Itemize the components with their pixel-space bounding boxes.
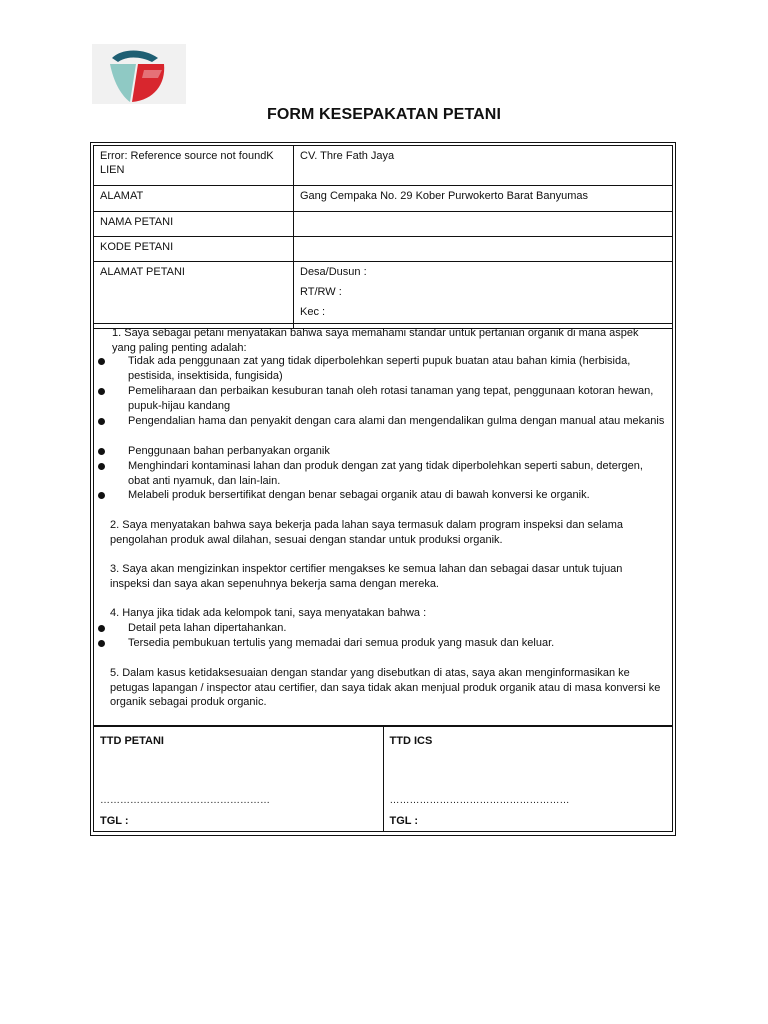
bullet-item: Melabeli produk bersertifikat dengan benar sebagai organik atau di bawah konversi ke organik.	[98, 488, 666, 503]
bullet-item: Penggunaan bahan perbanyakan organik	[98, 444, 666, 459]
bullet-item: Tidak ada penggunaan zat yang tidak diperbolehkan seperti pupuk buatan atau bahan kimia (herbisida, pestisida, insektisida, fungisida)	[98, 354, 666, 383]
bullet-item: Pemeliharaan dan perbaikan kesuburan tanah oleh rotasi tanaman yang tepat, penggunaan kotoran hewan, pupuk-hijau kandang	[98, 384, 666, 413]
bullet-icon	[98, 640, 105, 647]
farmer-signature-cell[interactable]	[94, 727, 384, 832]
rt-rw-line: RT/RW :	[300, 286, 342, 298]
bullet-item: Pengendalian hama dan penyakit dengan cara alami dan mengendalikan gulma dengan manual atau mekanis	[98, 414, 666, 429]
client-label: Error: Reference source not foundK LIEN	[94, 146, 294, 186]
table-row	[94, 237, 673, 262]
farmer-signature-label: TTD PETANI	[100, 735, 164, 747]
farmer-name-label: NAMA PETANI	[94, 212, 294, 237]
form-title: FORM KESEPAKATAN PETANI	[266, 106, 501, 123]
village-line: Desa/Dusun :	[300, 266, 367, 278]
form-frame	[90, 142, 676, 836]
logo-mark	[92, 44, 186, 104]
bullet-icon	[98, 388, 105, 395]
district-line: Kec :	[300, 306, 326, 318]
table-row	[94, 727, 673, 832]
bullet-item: Menghindari kontaminasi lahan dan produk dengan zat yang tidak diperbolehkan seperti sabun, detergen, obat anti nyamuk, dan lain-lain.	[98, 459, 666, 488]
bullet-icon	[98, 463, 105, 470]
table-row	[94, 212, 673, 237]
bullet-icon	[98, 625, 105, 632]
statement-3: 3. Saya akan mengizinkan inspektor certifier mengakses ke semua lahan dan sebagai dasar untuk tujuan inspeksi dan saya akan sepenuhnya bekerja sama dengan mereka.	[110, 563, 623, 590]
client-value: CV. Thre Fath Jaya	[294, 146, 673, 186]
bullet-item: Tersedia pembukuan tertulis yang memadai dari semua produk yang masuk dan keluar.	[98, 636, 666, 651]
bullet-icon	[98, 448, 105, 455]
farmer-name-field[interactable]	[294, 212, 673, 237]
bullet-icon	[98, 358, 105, 365]
statement-5: 5. Dalam kasus ketidaksesuaian dengan standar yang disebutkan di atas, saya akan menginformasikan ke petugas lapangan / inspector atau certifier, dan saya tidak akan menjual produk organik atau di masa konversi ke organik sebagai produk organic.	[110, 667, 661, 708]
ics-date-label: TGL :	[389, 815, 419, 827]
statement-1: 1. Saya sebagai petani menyatakan bahwa saya memahami standar untuk pertanian organik di mana aspek yang paling penting adalah:	[112, 327, 639, 354]
client-info-table	[93, 145, 673, 329]
farmer-date-label: TGL :	[100, 815, 129, 827]
farmer-signature-line: ……………………………………………	[100, 795, 270, 806]
statement-4: 4. Hanya jika tidak ada kelompok tani, saya menyatakan bahwa :	[110, 607, 427, 619]
bullet-icon	[98, 492, 105, 499]
farmer-address-field[interactable]	[294, 262, 673, 329]
statement-2: 2. Saya menyatakan bahwa saya bekerja pada lahan saya termasuk dalam program inspeksi dan selama pengolahan produk awal dilahan, sesuai dengan standar untuk produksi organik.	[110, 519, 624, 546]
table-row	[94, 146, 673, 186]
bullet-item: Detail peta lahan dipertahankan.	[98, 621, 666, 636]
address-label: ALAMAT	[94, 186, 294, 212]
bullet-icon	[98, 418, 105, 425]
address-value: Gang Cempaka No. 29 Kober Purwokerto Barat Banyumas	[294, 186, 673, 212]
farmer-address-label: ALAMAT PETANI	[94, 262, 294, 329]
ics-signature-line: ………………………………………………	[389, 795, 570, 806]
ics-signature-label: TTD ICS	[389, 735, 433, 747]
farmer-code-label: KODE PETANI	[94, 237, 294, 262]
farmer-code-field[interactable]	[294, 237, 673, 262]
table-row	[94, 186, 673, 212]
table-row	[94, 262, 673, 329]
ics-signature-cell[interactable]	[383, 727, 673, 832]
company-logo	[92, 44, 186, 104]
agreement-statements	[93, 323, 673, 726]
signature-table	[93, 726, 673, 832]
